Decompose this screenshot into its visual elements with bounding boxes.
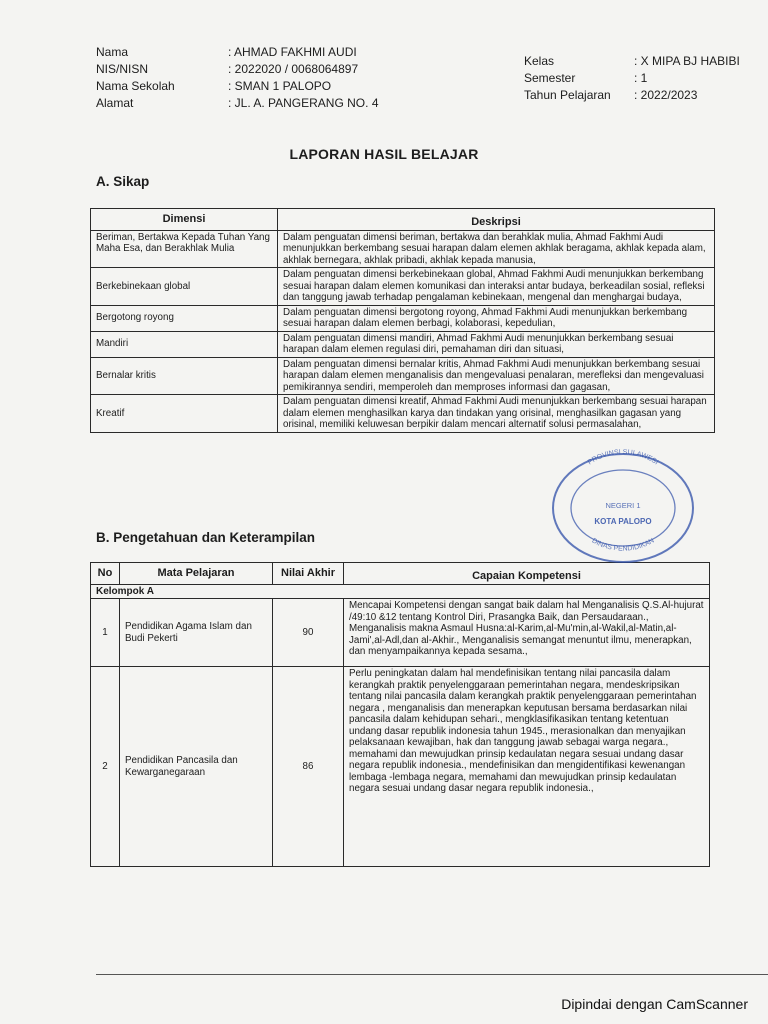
col-capaian: Capaian Kompetensi: [344, 563, 710, 585]
deskripsi-cell: Dalam penguatan dimensi berkebinekaan global, Ahmad Fakhmi Audi menunjukkan berkembang sesuai harapan dalam elemen komunikasi dan interaksi antar budaya, berkeadilan sosial, refleksi dan tanggung jawab terhadap pengalaman kebinekaan, mengenal dan menghargai budaya,: [278, 268, 715, 306]
sekolah-label: Nama Sekolah: [96, 79, 175, 93]
table-row: [91, 268, 715, 306]
dimensi-cell: Beriman, Bertakwa Kepada Tuhan Yang Maha Esa, dan Berakhlak Mulia: [91, 230, 278, 268]
camscanner-watermark: Dipindai dengan CamScanner: [561, 996, 748, 1012]
dimensi-cell: Mandiri: [91, 331, 278, 357]
table-row: [91, 357, 715, 395]
deskripsi-cell: Dalam penguatan dimensi bergotong royong, Ahmad Fakhmi Audi menunjukkan berkembang sesuai harapan dalam elemen berbagi, kolaborasi, kepedulian,: [278, 305, 715, 331]
capaian-cell: Mencapai Kompetensi dengan sangat baik dalam hal Menganalisis Q.S.Al-hujurat /49:10 &12 tentang Kontrol Diri, Prasangka Baik, dan Persaudaraan., Menganalisis makna Asmaul Husna:al-Karim,al-Mu'min,al-Wakil,al-Matin,al-Jami',al-Adl,dan al-Akhir., Menganalisis semangat menuntut ilmu, menerapkan, dan menyampaikannya kepada sesama.,: [344, 599, 710, 667]
stamp-arc-top: PROVINSI SULAWESI: [586, 448, 660, 467]
table-row: [91, 667, 710, 867]
deskripsi-cell: Dalam penguatan dimensi bernalar kritis, Ahmad Fakhmi Audi menunjukkan berkembang sesuai harapan dalam elemen menganalisis dan mengevaluasi penalaran, merefleksi dan mengevaluasi pemikirannya sendiri, memperoleh dan memproses informasi dan gagasan,: [278, 357, 715, 395]
alamat-label: Alamat: [96, 96, 134, 110]
col-nilai: Nilai Akhir: [273, 563, 344, 585]
col-mapel: Mata Pelajaran: [120, 563, 273, 585]
deskripsi-cell: Dalam penguatan dimensi kreatif, Ahmad Fakhmi Audi menunjukkan berkembang sesuai harapan dalam elemen menghasilkan karya dan tindakan yang orisinal, menghasilkan gagasan yang orisinal, memiliki keluwesan berpikir dalam mencari alternatif solusi permasalahan,: [278, 395, 715, 433]
nama-value: : AHMAD FAKHMI AUDI: [228, 45, 357, 59]
col-dimensi: Dimensi: [91, 209, 278, 231]
dimensi-cell: Bergotong royong: [91, 305, 278, 331]
tahun-label: Tahun Pelajaran: [524, 88, 611, 102]
school-stamp: [548, 444, 698, 564]
kelas-label: Kelas: [524, 54, 555, 68]
sikap-header-row: [91, 209, 715, 231]
footer-divider: [96, 974, 768, 975]
group-label: Kelompok A: [91, 584, 710, 599]
mapel-cell: Pendidikan Pancasila dan Kewarganegaraan: [120, 667, 273, 867]
stamp-line1: NEGERI 1: [605, 501, 641, 510]
alamat-value: : JL. A. PANGERANG NO. 4: [228, 96, 379, 110]
report-title: LAPORAN HASIL BELAJAR: [289, 146, 479, 162]
col-deskripsi: Deskripsi: [278, 209, 715, 231]
nis-value: : 2022020 / 0068064897: [228, 62, 359, 76]
pk-header-row: [91, 563, 710, 585]
group-row: [91, 584, 710, 599]
semester-value: : 1: [634, 71, 648, 85]
stamp-line2: KOTA PALOPO: [594, 517, 652, 526]
nilai-cell: 90: [273, 599, 344, 667]
dimensi-cell: Kreatif: [91, 395, 278, 433]
semester-label: Semester: [524, 71, 576, 85]
row-number: 2: [91, 667, 120, 867]
nis-label: NIS/NISN: [96, 62, 149, 76]
mapel-cell: Pendidikan Agama Islam dan Budi Pekerti: [120, 599, 273, 667]
stamp-arc-bottom: DINAS PENDIDIKAN: [590, 537, 656, 553]
deskripsi-cell: Dalam penguatan dimensi beriman, bertakwa dan berahklak mulia, Ahmad Fakhmi Audi menunjukkan berkembang sesuai harapan dalam elemen akhlak beragama, akhlak kepada alam, akhlak bernegara, akhlak pribadi, akhlak kepada manusia,: [278, 230, 715, 268]
row-number: 1: [91, 599, 120, 667]
tahun-value: : 2022/2023: [634, 88, 698, 102]
sekolah-value: : SMAN 1 PALOPO: [228, 79, 332, 93]
class-info: [524, 53, 740, 104]
deskripsi-cell: Dalam penguatan dimensi mandiri, Ahmad Fakhmi Audi menunjukkan berkembang sesuai harapan dalam elemen regulasi diri, pemahaman diri dan situasi,: [278, 331, 715, 357]
nama-label: Nama: [96, 45, 129, 59]
section-a-heading: A. Sikap: [96, 174, 150, 189]
svg-text:DINAS PENDIDIKAN: [591, 537, 656, 552]
nilai-cell: 86: [273, 667, 344, 867]
kelas-value: : X MIPA BJ HABIBI: [634, 54, 740, 68]
section-b-heading: B. Pengetahuan dan Keterampilan: [96, 530, 316, 545]
capaian-cell: Perlu peningkatan dalam hal mendefinisikan tentang nilai pancasila dalam kerangkah praktik penyelenggaraan pemerintahan negara, mendeskripsikan tentang nilai pancasila dalam kerangkah praktik penyelenggaraan pemerintahan negara , menganalisis dan menerapkan keputusan bersama berdasarkan nilai pancasila dalam kehidupan sehari., mengklasifikasikan tentang ketentuan undang dasar republik indonesia tahun 1945., merasionalkan dan menyajikan pelaksanaan kewajiban, hak dan tanggung jawab sebagai warga negara., memahami dan mewujudkan prinsip kedaulatan negara sesuai undang dasar negara republik indonesia., mendefinisikan dan mengidentifikasi kewenangan lembaga -lembaga negara, memahami dan mewujudkan prinsip kedaulatan negara sesuai undang dasar negara republik indonesia.,: [344, 667, 710, 867]
col-no: No: [91, 563, 120, 585]
student-info: [96, 44, 379, 112]
table-row: [91, 395, 715, 433]
table-row: [91, 230, 715, 268]
dimensi-cell: Bernalar kritis: [91, 357, 278, 395]
dimensi-cell: Berkebinekaan global: [91, 268, 278, 306]
sikap-table: [90, 208, 715, 433]
table-row: [91, 305, 715, 331]
table-row: [91, 331, 715, 357]
table-row: [91, 599, 710, 667]
pengetahuan-table: [90, 562, 710, 867]
svg-text:PROVINSI SULAWESI: [587, 449, 660, 466]
